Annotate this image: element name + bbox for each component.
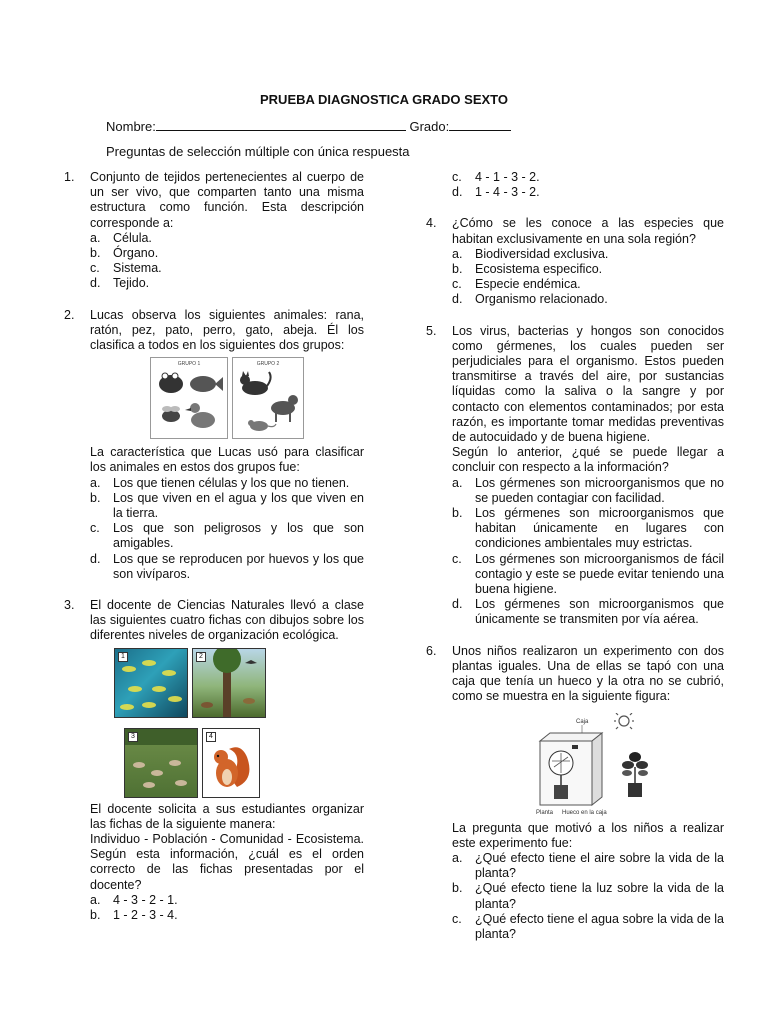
mouse-icon <box>248 420 276 431</box>
ecology-card-2 <box>192 648 266 718</box>
option-d[interactable] <box>90 552 364 582</box>
option-a[interactable] <box>90 231 364 246</box>
card-number: 2 <box>196 652 206 662</box>
nombre-label: Nombre: <box>106 119 156 134</box>
ecology-card-1 <box>114 648 188 718</box>
option-letter: a. <box>452 850 463 865</box>
option-text: 4 - 1 - 3 - 2. <box>475 170 540 184</box>
question-text: El docente de Ciencias Naturales llevó a clase las siguientes cuatro fichas con dibujos sobre los diferentes niveles de organización ecológica. <box>90 598 364 643</box>
page-title: PRUEBA DIAGNOSTICA GRADO SEXTO <box>260 92 508 107</box>
option-d[interactable] <box>90 276 364 291</box>
caja-label: Caja <box>576 718 589 725</box>
option-b[interactable] <box>90 908 364 923</box>
option-a[interactable] <box>90 476 364 491</box>
question-3-continued <box>426 170 724 200</box>
option-text: Organismo relacionado. <box>475 292 608 307</box>
option-letter: d. <box>452 292 463 307</box>
option-text: Los que se reproducen por huevos y los que son vivíparos. <box>113 551 364 581</box>
fish-icon <box>190 376 223 392</box>
option-letter: a. <box>452 475 463 490</box>
option-d[interactable] <box>452 292 724 307</box>
option-letter: b. <box>90 908 101 923</box>
option-text: Biodiversidad exclusiva. <box>475 246 609 261</box>
option-letter: b. <box>452 881 463 896</box>
question-number: 1. <box>64 170 75 184</box>
question-6 <box>426 644 724 942</box>
question-followup: La característica que Lucas usó para clasificar los animales en estos dos grupos fue: <box>90 445 364 475</box>
option-text: Célula. <box>113 230 152 245</box>
option-text: Los gérmenes son microorganismos de fácil contagio y este se puede evitar teniendo una buena higiene. <box>475 551 724 597</box>
option-text: 1 - 2 - 3 - 4. <box>113 908 178 923</box>
option-text: Los gérmenes son microorganismos que habitan únicamente en lugares con condiciones ambientales muy estrictas. <box>475 506 724 551</box>
question-5 <box>426 324 724 628</box>
grado-blank[interactable] <box>449 118 511 131</box>
option-text: Los que son peligrosos y los que son amigables. <box>113 521 364 551</box>
option-d[interactable] <box>452 185 724 200</box>
question-text: ¿Cómo se les conoce a las especies que habitan exclusivamente en una sola región? <box>452 216 724 246</box>
cat-icon <box>240 371 271 395</box>
left-column <box>64 170 364 923</box>
duck-icon <box>185 403 215 428</box>
option-letter: b. <box>90 246 101 261</box>
option-c[interactable] <box>452 912 724 942</box>
card-number: 1 <box>118 652 128 662</box>
card-number: 3 <box>128 732 138 742</box>
option-letter: d. <box>452 185 463 200</box>
question-text: Unos niños realizaron un experimento con dos plantas iguales. Una de ellas se tapó con una caja que tenía un hueco y la otra no se cubrió, como se muestra en la siguiente figura: <box>452 643 724 704</box>
question-text: Los virus, bacterias y hongos son conocidos como gérmenes, los cuales pueden ser perjudiciales para el organismo. Estos pueden transmitirse a través del aire, por sustancias líquidas como la saliva o la sangre y por contacto con elementos contaminados; por esta razón, es importante tomar medidas preventivas de autocuidado y de buena higiene. <box>452 323 724 445</box>
grado-label: Grado: <box>409 119 450 134</box>
question-text-2: Según lo anterior, ¿qué se puede llegar a concluir con respecto a la información? <box>452 445 724 475</box>
option-letter: b. <box>452 506 463 521</box>
question-3 <box>64 598 364 923</box>
option-c[interactable] <box>90 261 364 276</box>
uncovered-plant-icon <box>622 752 648 797</box>
ecology-card-3 <box>124 728 198 798</box>
option-letter: c. <box>90 261 100 276</box>
option-text: Los que viven en el agua y los que viven en la tierra. <box>113 490 364 521</box>
question-text: Conjunto de tejidos pertenecientes al cuerpo de un ser vivo, que comparten tanto una misma estructura como función. Esta descripción corresponde a: <box>90 170 364 230</box>
right-column <box>426 170 724 942</box>
option-text: Especie endémica. <box>475 277 581 292</box>
option-text: Sistema. <box>113 261 162 276</box>
option-b[interactable] <box>90 246 364 261</box>
option-d[interactable] <box>452 597 724 627</box>
option-letter: c. <box>452 551 462 566</box>
question-text: Lucas observa los siguientes animales: rana, ratón, pez, pato, perro, gato, abeja. Él los clasifica a todos en los siguientes dos grupos: <box>90 307 364 353</box>
ecology-card-4 <box>202 728 260 798</box>
option-letter: c. <box>452 911 462 926</box>
question-number: 4. <box>426 216 437 231</box>
card-number: 4 <box>206 732 216 742</box>
option-text: Los gérmenes son microorganismos que no se pueden contagiar con facilidad. <box>475 475 724 505</box>
option-c[interactable] <box>452 552 724 598</box>
option-a[interactable] <box>452 851 724 881</box>
question-2 <box>64 308 364 582</box>
option-b[interactable] <box>452 506 724 552</box>
group-1-card <box>150 357 228 439</box>
option-b[interactable] <box>452 881 724 911</box>
group-2-card <box>232 357 304 439</box>
option-a[interactable] <box>452 247 724 262</box>
option-text: Órgano. <box>113 246 159 261</box>
question-number: 6. <box>426 643 437 658</box>
option-text: Tejido. <box>113 276 150 291</box>
option-letter: a. <box>90 475 101 490</box>
dog-icon <box>271 395 298 422</box>
box-hole-icon <box>572 745 578 749</box>
option-a[interactable] <box>452 476 724 506</box>
question-number: 2. <box>64 307 75 322</box>
question-number: 3. <box>64 598 75 613</box>
question-1 <box>64 170 364 292</box>
question-followup: El docente solicita a sus estudiantes organizar las fichas de la siguiente manera: <box>90 801 364 831</box>
option-letter: d. <box>90 551 101 566</box>
option-letter: a. <box>90 230 101 245</box>
option-b[interactable] <box>452 262 724 277</box>
question-4 <box>426 216 724 307</box>
ecology-cards-figure <box>114 648 364 798</box>
option-letter: c. <box>452 170 462 184</box>
group-2-label: GRUPO 2 <box>256 361 280 368</box>
option-text: 4 - 3 - 2 - 1. <box>113 892 178 907</box>
nombre-blank[interactable] <box>156 118 406 131</box>
option-letter: b. <box>452 262 463 277</box>
name-grade-row <box>106 118 511 134</box>
sun-icon <box>614 713 634 729</box>
option-letter: d. <box>452 597 463 612</box>
option-letter: c. <box>90 521 100 536</box>
bee-icon <box>162 406 180 422</box>
question-followup: La pregunta que motivó a los niños a realizar este experimento fue: <box>452 820 724 850</box>
option-text: ¿Qué efecto tiene el aire sobre la vida de la planta? <box>475 850 724 881</box>
option-text: 1 - 4 - 3 - 2. <box>475 185 540 200</box>
option-letter: a. <box>90 892 101 907</box>
squirrel-icon <box>214 747 249 787</box>
option-a[interactable] <box>90 893 364 908</box>
option-letter: c. <box>452 277 462 292</box>
question-number: 5. <box>426 323 437 338</box>
option-letter: a. <box>452 246 463 261</box>
option-letter: b. <box>90 490 101 505</box>
option-b[interactable] <box>90 491 364 521</box>
option-text: Ecosistema especifico. <box>475 262 603 277</box>
option-c[interactable] <box>452 277 724 292</box>
hueco-label: Hueco en la caja <box>562 809 607 816</box>
instructions: Preguntas de selección múltiple con única respuesta <box>106 144 410 159</box>
option-c[interactable] <box>90 521 364 551</box>
animal-groups-figure <box>150 357 364 439</box>
question-followup-2: Individuo - Población - Comunidad - Ecosistema. Según esta información, ¿cuál es el orden correcto de las fichas presentadas por el docente? <box>90 832 364 892</box>
option-text: ¿Qué efecto tiene el agua sobre la vida de la planta? <box>475 911 724 941</box>
planta-label: Planta <box>536 809 554 816</box>
option-text: Los que tienen células y los que no tienen. <box>113 475 350 490</box>
option-text: ¿Qué efecto tiene la luz sobre la vida de la planta? <box>475 881 724 911</box>
frog-icon <box>159 373 183 393</box>
plant-experiment-figure <box>532 713 724 817</box>
option-text: Los gérmenes son microorganismos que únicamente se transmiten por vía aérea. <box>475 597 724 627</box>
group-1-label: GRUPO 1 <box>177 361 201 368</box>
option-c[interactable] <box>452 170 724 185</box>
option-letter: d. <box>90 276 101 291</box>
